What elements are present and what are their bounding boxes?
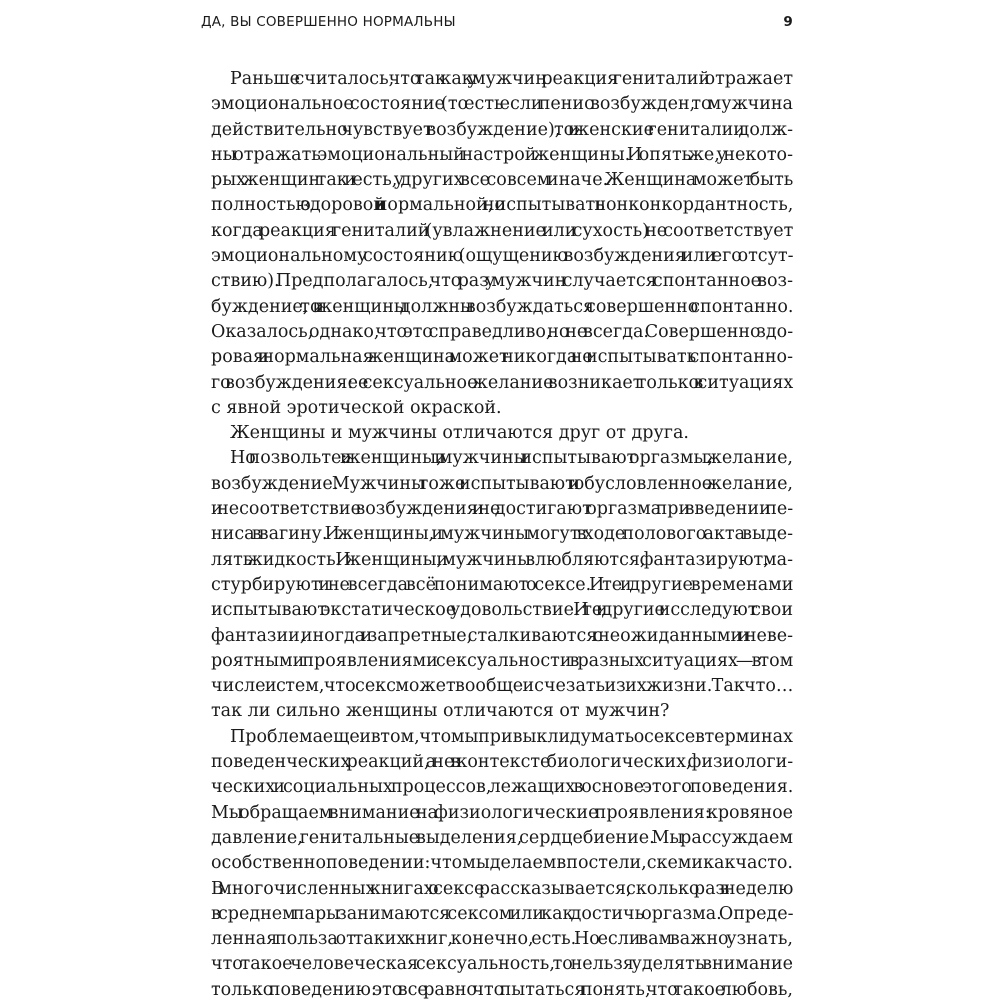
text-line: испытывают экстатическое удовольствие. И те и другие исследуют свои [211,600,793,621]
paragraph [211,725,793,1000]
text-line: поведенческих реакций, а не в контексте биологических, физиологи- [211,752,794,773]
text-line: о собственно поведении: что мы делаем в постели, с кем и как часто. [211,853,793,874]
paragraph [211,421,793,446]
text-line: действительно чувствует возбуждение), то и женские гениталии долж- [211,119,793,140]
text-line: лять жидкость. И женщины, и мужчины влюбляются, фантазируют, ма- [211,549,793,570]
running-title: ДА, ВЫ СОВЕРШЕННО НОРМАЛЬНЫ [201,14,456,30]
text-line: ствию). Предполагалось, что раз у мужчин случается спонтанное воз- [211,271,793,292]
text-line: ленная польза от таких книг, конечно, есть. Но если вам важно узнать, [211,929,793,950]
text-line: эмоциональное состояние (то есть если пенис возбужден, то мужчина [211,94,793,115]
text-line: ровая и нормальная женщина может никогда не испытывать спонтанно- [211,347,793,368]
page-number: 9 [783,14,793,30]
text-line: Проблема еще и в том, что мы привыкли думать о сексе в терминах [230,726,793,747]
text-line: рых женщин так и есть, у других все совсем иначе. Женщина может быть [211,170,794,191]
text-line: Мы обращаем внимание на физиологические проявления: кровяное [211,802,794,823]
text-line: Женщины и мужчины отличаются друг от друга. [230,423,689,444]
running-head [201,14,793,38]
text-line: роятными проявлениями сексуальности в разных ситуациях — в том [211,650,794,671]
text-line: возбуждение. Мужчины тоже испытывают и обусловленное желание, [211,473,793,494]
text-line: Оказалось, однако, что это справедливо, но не всегда. Совершенно здо- [211,321,794,342]
text-line: Раньше считалось, что так как у мужчин реакция гениталий отражает [230,69,793,89]
text-line: в среднем пары занимаются сексом или как достичь оргазма. Опреде- [211,903,794,924]
text-line: только поведению: это все равно что пытаться понять, что такое любовь, [211,979,793,1000]
text-line: с явной эротической окраской. [211,397,502,418]
body-text [211,67,793,1000]
text-line: полностью здоровой и нормальной, но испытывать нонконкордантность, [211,195,794,216]
text-line: го возбуждения: ее сексуальное желание возникает только в ситуациях [211,372,794,393]
text-line: давление, генитальные выделения, сердцебиение. Мы рассуждаем [211,827,793,848]
text-line: что такое человеческая сексуальность, то нельзя уделять внимание [211,954,793,975]
paragraph [211,67,793,421]
paragraph [211,446,793,724]
text-line: ческих и социальных процессов, лежащих в основе этого поведения. [211,777,794,798]
text-line: так ли сильно женщины отличаются от мужчин? [211,701,670,722]
text-line: эмоциональному состоянию (ощущению возбуждения или его отсут- [211,246,794,267]
text-line: ниса в вагину. И женщины, и мужчины могут в ходе полового акта выде- [211,524,793,545]
text-line: фантазии, иногда и запретные, сталкиваются с неожиданными и неве- [211,625,793,646]
text-line: когда реакция гениталий (увлажнение или сухость) не соответствует [211,220,794,241]
text-line: буждение, то и женщины должны возбуждаться совершенно спонтанно. [211,296,794,317]
text-line: стурбируют и не всегда всё понимают о сексе. И те и другие временами [211,574,794,595]
text-line: Но позвольте: и женщины, и мужчины испытывают оргазмы, желание, [230,448,793,469]
text-line: ны отражать эмоциональный настрой женщины. И опять же, у некото- [211,144,793,165]
text-line: и несоответствие возбуждения и не достигают оргазма при введении пе- [211,499,794,520]
text-line: В многочисленных книгах о сексе рассказывается, сколько раз в неделю [211,878,794,899]
text-line: числе и с тем, что секс может вообще исчезать из их жизни. Так что… [211,676,794,697]
